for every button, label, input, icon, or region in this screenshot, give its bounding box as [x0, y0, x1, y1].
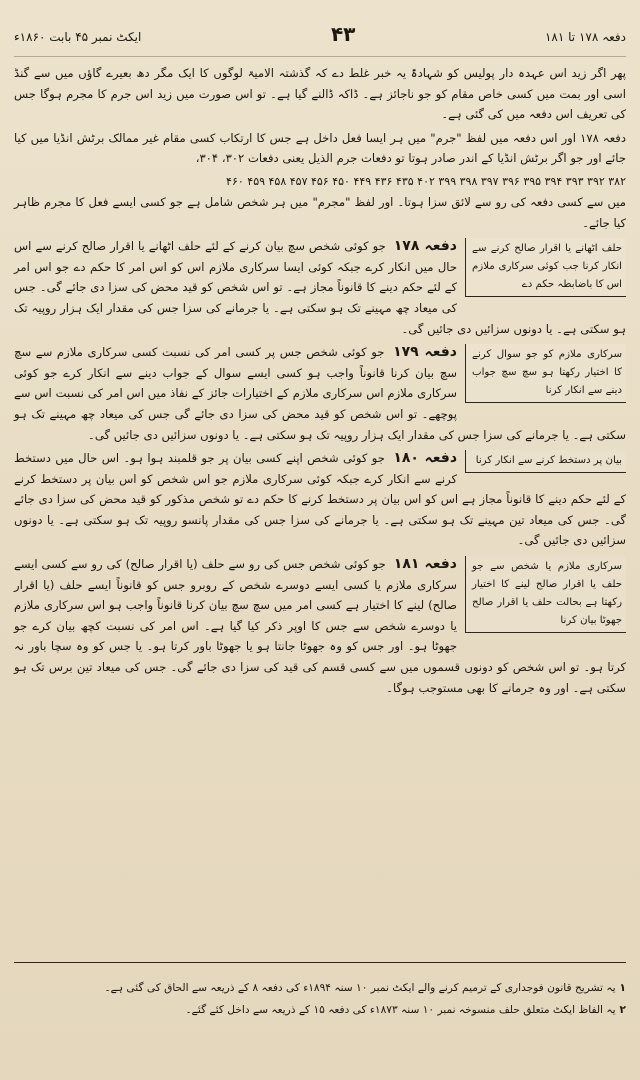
section-label-180: دفعہ ۱۸۰: [393, 450, 458, 467]
section-label-179: دفعہ ۱۷۹: [393, 344, 457, 361]
section-number-list: ۳۸۲ ۳۹۲ ۳۹۳ ۳۹۴ ۳۹۵ ۳۹۶ ۳۹۷ ۳۹۸ ۳۹۹ ۴۰۲ ۴۳۵ ۴۳۶ ۴۴۹ ۴۵۰ ۴۵۶ ۴۵۷ ۴۵۸ ۴۵۹ ۴۶۰: [226, 174, 626, 188]
footnotes: [14, 962, 626, 1021]
page-number: ۴۳: [330, 22, 356, 46]
footnote-marker: ۱: [619, 982, 626, 994]
section-label-178: دفعہ ۱۷۸: [393, 238, 457, 255]
page-body: [14, 63, 626, 701]
marginal-note-179: سرکاری ملازم کو جو سوال کرنے کا اختیار رکھتا ہو سچ سچ جواب دینے سے انکار کرنا: [465, 344, 626, 403]
section-180: [14, 448, 626, 554]
header-section-range: دفعہ ۱۷۸ تا ۱۸۱: [544, 30, 626, 44]
explanation-continuation: میں سے کسی دفعہ کی رو سے لائق سزا ہوتا۔ اور لفظ "مجرم" میں ہر شخص شامل ہے جو کسی ایسے فعل کا مجرم ظاہر کیا جائے۔: [14, 194, 626, 230]
section-181: [14, 554, 626, 701]
marginal-note-178: حلف اٹھانے یا اقرار صالح کرنے سے انکار کرنا جب کوئی سرکاری ملازم اس کا باضابطہ حکم دے: [465, 238, 626, 297]
footnote-1-text: یہ تشریح قانون فوجداری کے ترمیم کرنے والے ایکٹ نمبر ۱۰ سنہ ۱۸۹۴ء کی دفعہ ۸ کے ذریعہ سے الحاق کی گئی ہے۔: [104, 982, 616, 994]
section-179: [14, 342, 626, 448]
running-header: [14, 22, 626, 57]
footnote-1: [14, 977, 626, 999]
section-text-181: جو کوئی شخص جس کی رو سے حلف (یا اقرار صالح) کی رو سے کسی ایسے سرکاری ملازم یا کسی ایسے دوسرے شخص کے روبرو جس کو قانوناً ایسے حلف (یا اقرار صالح) لینے کا اختیار ہے کسی امر میں سچ سچ بیان کرنا قانوناً واجب ہو اس سرکاری ملازم یا دوسرے شخص سے جس کا اوپر ذکر کیا گیا ہے۔ اس امر کی نسبت کچھ بیان کرے جو جھوٹا ہو۔ اور جس کو وہ جھوٹا جانتا ہو یا جھوٹا باور کرتا ہو۔ یا جس کو وہ سچا باور نہ کرتا ہو۔ تو اس شخص کو دونوں قسموں میں سے کسی قسم کی قید کی سزا دی جائے گی۔ جس کی میعاد تین برس تک ہو سکتی ہے۔ اور وہ جرمانے کا بھی مستوجب ہوگا۔: [14, 557, 626, 695]
footnote-marker: ۲: [619, 1004, 626, 1016]
section-label-181: دفعہ ۱۸۱: [393, 556, 457, 573]
marginal-note-180: بیان پر دستخط کرنے سے انکار کرنا: [465, 450, 626, 473]
header-act-title: ایکٹ نمبر ۴۵ بابت ۱۸۶۰ء: [14, 30, 142, 44]
footnote-2-text: یہ الفاظ ایکٹ متعلق حلف منسوخہ نمبر ۱۰ سنہ ۱۸۷۳ء کی دفعہ ۱۵ کے ذریعہ سے داخل کئے گئے۔: [185, 1004, 616, 1016]
section-text-179: جو کوئی شخص جس پر کسی امر کی نسبت کسی سرکاری ملازم سے سچ سچ بیان کرنا قانوناً واجب ہو کسی ایسے سوال کے جواب دینے سے انکار کرے جو کوئی سرکاری ملازم اس سرکاری ملازم کے اختیارات جائز کے نفاذ میں اس امر کی نسبت اس سے پوچھے۔ تو اس شخص کو قید محض کی سزا دی جائے گی جس کی میعاد چھ مہینے تک ہو سکتی ہے۔ یا جرمانے کی سزا جس کی مقدار ایک ہزار روپیہ تک ہو سکتی ہے۔ یا دونوں سزائیں دی جائیں گی۔: [14, 345, 626, 442]
footnote-2: [14, 999, 626, 1021]
marginal-note-181: سرکاری ملازم یا شخص سے جو حلف یا اقرار صالح لینے کا اختیار رکھتا ہے بحالت حلف یا اقرار صالح جھوٹا بیان کرنا: [465, 556, 626, 633]
section-text-180: جو کوئی شخص اپنے کسی بیان پر جو قلمبند ہوا ہو۔ اس حال میں دستخط کرنے سے انکار کرے جبکہ کوئی سرکاری ملازم جو اس شخص کو اس بیان پر دستخط کرنے کے لئے حکم دینے کا قانوناً مجاز ہے اس کو اس بیان پر دستخط کرنے کا حکم دے تو شخص مذکور کو قید محض کی سزا دی جائے گی۔ جس کی میعاد تین مہینے تک ہو سکتی ہے۔ یا جرمانے کی سزا جس کی مقدار پانسو روپیہ تک ہو سکتی ہے۔ یا دونوں سزائیں دی جائیں گی۔: [14, 451, 626, 548]
section-text-178: جو کوئی شخص سچ بیان کرنے کے لئے حلف اٹھانے یا اقرار صالح کرنے سے اس حال میں انکار کرے جبکہ کوئی ایسا سرکاری ملازم اس کو اس امر کا حکم دے جو اس امر کے لئے حکم دینے کا قانوناً مجاز ہے۔ تو اس شخص کو قید محض کی سزا دی جائے گی۔ جس کی میعاد چھ مہینے تک ہو سکتی ہے۔ یا جرمانے کی سزا جس کی مقدار ایک ہزار روپیہ تک ہو سکتی ہے۔ یا دونوں سزائیں دی جائیں گی۔: [14, 239, 626, 336]
section-178: [14, 236, 626, 342]
illustration-paragraph: پھر اگر زید اس عہدہ دار پولیس کو شہادۃً یہ خبر غلط دے کہ گذشتہ الامیۃ لوگوں کا ایک مگر دھ بعیرے گاؤں میں سے گنڈ اسی اور بمت میں کسی خاص مقام کو جو ناجائز ہے۔ ڈاکہ ڈالنے گیا ہے۔ تو اس صورت میں زید اس جرم کا مجرم ہوگا جس کی تعریف اس دفعہ میں کی گئی ہے۔: [14, 66, 626, 122]
explanation-paragraph: دفعہ ۱۷۸ اور اس دفعہ میں لفظ "جرم" میں ہر ایسا فعل داخل ہے جس کا ارتکاب کسی مقام غیر ممالک برٹش انڈیا میں کیا جائے اور جو اگر برٹش انڈیا کے اندر صادر ہوتا تو دفعات جرم الذیل یعنی دفعات ۳۰۲، ۳۰۴،: [14, 130, 626, 166]
